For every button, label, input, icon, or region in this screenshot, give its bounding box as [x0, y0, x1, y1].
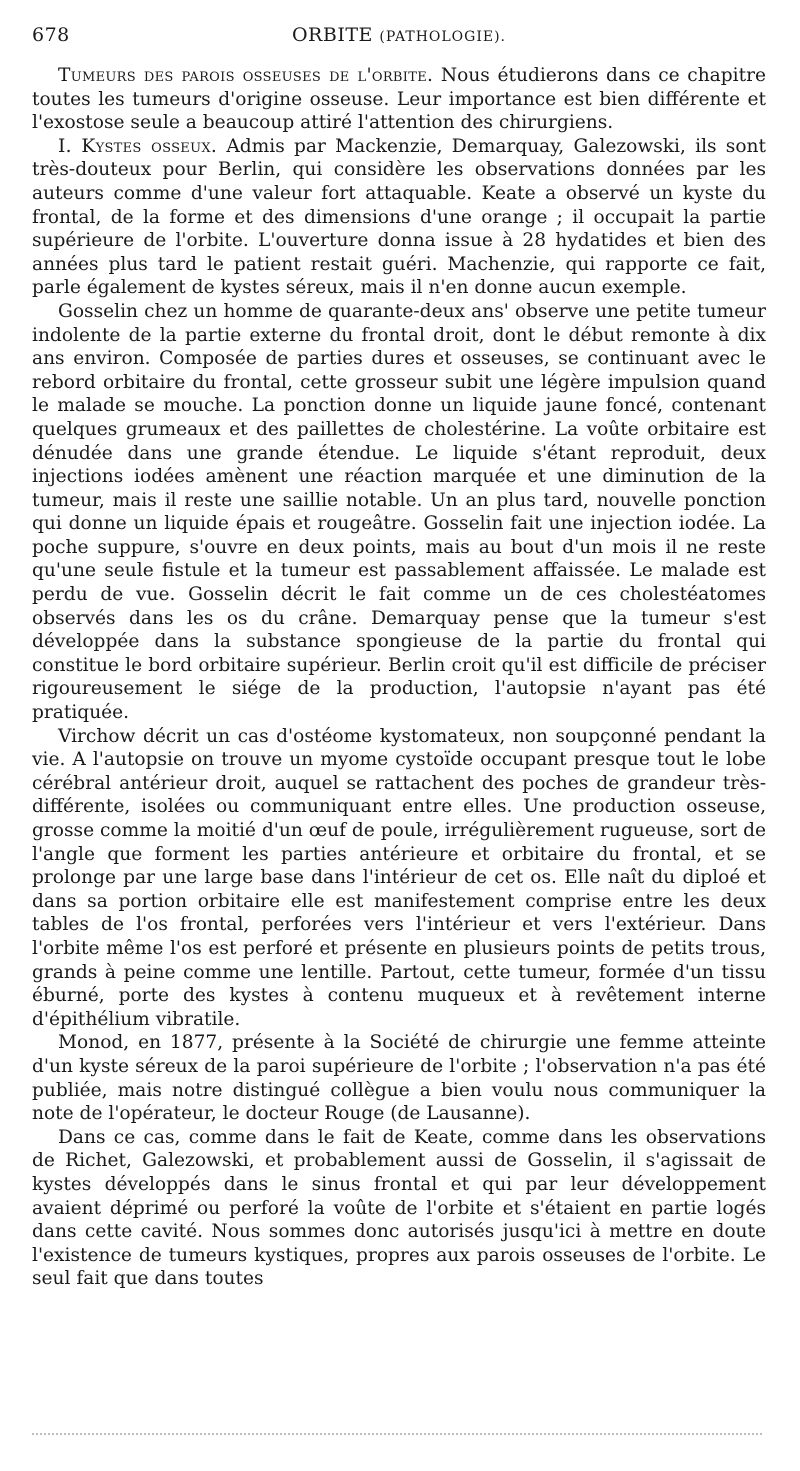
page-number: 678 — [32, 24, 70, 46]
paragraph-tumeurs-parois — [32, 64, 766, 135]
footer-rule — [32, 1433, 762, 1435]
paragraph-virchow — [32, 725, 766, 1032]
running-title-sub: (PATHOLOGIE). — [379, 29, 507, 45]
running-title-main: ORBITE — [291, 24, 373, 46]
paragraph-lead: Tumeurs des parois osseuses de l'orbite. — [58, 65, 434, 86]
paragraph-text: Nous étudierons dans ce chapitre toutes les tumeurs d'origine osseuse. Leur importance est bien différente et l'exostose seule a beaucoup attiré l'attention des chirurgiens. — [32, 65, 766, 134]
paragraph-monod — [32, 1031, 766, 1125]
paragraph-text: Monod, en 1877, présente à la Société de chirurgie une femme atteinte d'un kyste séreux de la paroi supérieure de l'orbite ; l'observation n'a pas été publiée, mais notre distingué collègue a bien voulu nous communiquer la note de l'opérateur, le docteur Rouge (de Lausanne). — [32, 1032, 766, 1125]
body-text — [32, 64, 766, 1291]
paragraph-lead: I. Kystes osseux. — [58, 135, 218, 157]
paragraph-text: Admis par Mackenzie, Demarquay, Galezowski, ils sont très-douteux pour Berlin, qui considère les observations données par les auteurs comme d'une valeur fort attaquable. Keate a observé un kyste du frontal, de la forme et des dimensions d'une orange ; il occupait la partie supérieure de l'orbite. L'ouverture donna issue à 28 hydatides et bien des années plus tard le patient restait guéri. Machenzie, qui rapporte ce fait, parle également de kystes séreux, mais il n'en donne aucun exemple. — [32, 135, 766, 299]
paragraph-text: Gosselin chez un homme de quarante-deux ans' observe une petite tumeur indolente de la partie externe du frontal droit, dont le début remonte à dix ans environ. Composée de parties dures et osseuses, se continuant avec le rebord orbitaire du frontal, cette grosseur subit une légère impulsion quand le malade se mouche. La ponction donne un liquide jaune foncé, contenant quelques grumeaux et des paillettes de cholestérine. La voûte orbitaire est dénudée dans une grande étendue. Le liquide s'étant reproduit, deux injections iodées amènent une réaction marquée et une diminution de la tumeur, mais il reste une saillie notable. Un an plus tard, nouvelle ponction qui donne un liquide épais et rougeâtre. Gosselin fait une injection iodée. La poche suppure, s'ouvre en deux points, mais au bout d'un mois il ne reste qu'une seule fistule et la tumeur est passablement affaissée. Le malade est perdu de vue. Gosselin décrit le fait comme un de ces cholestéatomes observés dans les os du crâne. Demarquay pense que la tumeur s'est développée dans la substance spongieuse de la partie du frontal qui constitue le bord orbitaire supérieur. Berlin croit qu'il est difficile de préciser rigoureusement le siége de la production, l'autopsie n'ayant pas été pratiquée. — [32, 300, 766, 724]
running-head — [32, 24, 766, 54]
document-page — [32, 24, 766, 1291]
paragraph-kystes-osseux — [32, 135, 766, 300]
paragraph-text: Virchow décrit un cas d'ostéome kystomateux, non soupçonné pendant la vie. A l'autopsie on trouve un myome cystoïde occupant presque tout le lobe cérébral antérieur droit, auquel se rattachent des poches de grandeur très-différente, isolées ou communiquant entre elles. Une production osseuse, grosse comme la moitié d'un œuf de poule, irrégulièrement rugueuse, sort de l'angle que forment les parties antérieure et orbitaire du frontal, et se prolonge par une large base dans l'intérieur de cet os. Elle naît du diploé et dans sa portion orbitaire elle est manifestement comprise entre les deux tables de l'os frontal, perforées vers l'intérieur et vers l'extérieur. Dans l'orbite même l'os est perforé et présente en plusieurs points de petits trous, grands à peine comme une lentille. Partout, cette tumeur, formée d'un tissu éburné, porte des kystes à contenu muqueux et à revêtement interne d'épithélium vibratile. — [32, 725, 766, 1030]
paragraph-gosselin — [32, 300, 766, 725]
paragraph-keate-conclusion — [32, 1126, 766, 1291]
paragraph-text: Dans ce cas, comme dans le fait de Keate, comme dans les observations de Richet, Galezowski, et probablement aussi de Gosselin, il s'agissait de kystes développés dans le sinus frontal et qui par leur développement avaient déprimé ou perforé la voûte de l'orbite et s'étaient en partie logés dans cette cavité. Nous sommes donc autorisés jusqu'ici à mettre en doute l'existence de tumeurs kystiques, propres aux parois osseuses de l'orbite. Le seul fait que dans toutes — [32, 1126, 766, 1290]
running-title — [32, 24, 766, 46]
